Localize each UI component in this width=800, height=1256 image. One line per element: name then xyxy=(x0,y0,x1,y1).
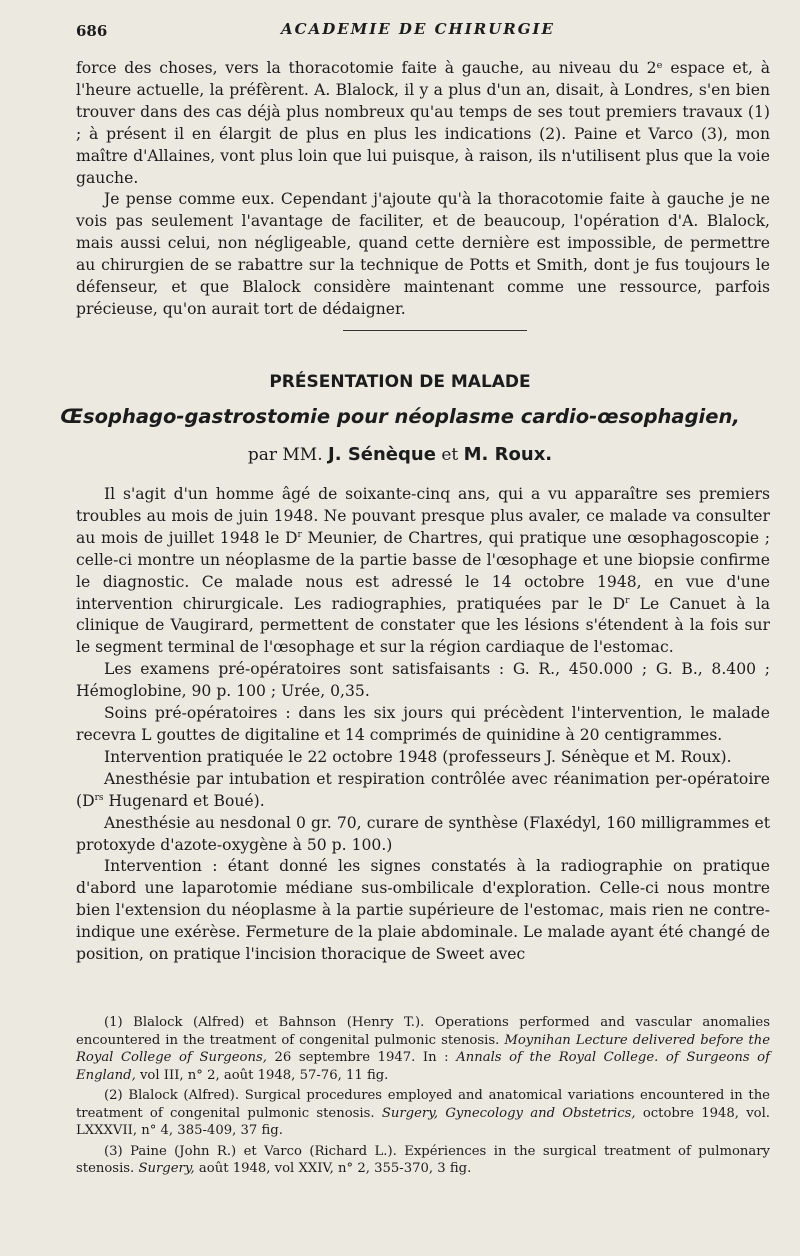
paragraph: force des choses, vers la thoracotomie faite à gauche, au niveau du 2ᵉ espace et, à l'heure actuelle, la préfèrent. A. Blalock, il y a plus d'un an, disait, à Londres, s'en bien trouver dans des cas déjà plus nombreux qu'au temps de ses tout premiers travaux (1) ; à présent il en élargit de plus en plus les indications (2). Paine et Varco (3), mon maître d'Allaines, vont plus loin que lui puisque, à raison, ils n'utilisent plus que la voie gauche. xyxy=(76,59,770,187)
section-heading: PRÉSENTATION DE MALADE xyxy=(269,372,531,392)
previous-article-text xyxy=(76,58,770,321)
footnote: (2) Blalock (Alfred). Surgical procedures employed and anatomical variations encountered in the treatment of congenital pulmonic stenosis. Surgery, Gynecology and Obstetrics, octobre 1948, vol. LXXXVII, n° 4, 385-409, 37 fig. xyxy=(76,1088,770,1138)
author-name: M. Roux. xyxy=(463,444,553,465)
running-title: ACADEMIE DE CHIRURGIE xyxy=(281,20,555,38)
paragraph: Intervention : étant donné les signes constatés à la radiographie on pratique d'abord une laparotomie médiane sus-ombilicale d'exploration. Celle-ci nous montre bien l'extension du néoplasme à la partie supérieure de l'estomac, mais rien ne contre-indique une exérèse. Fermeture de la plaie abdominale. Le malade ayant été changé de position, on pratique l'incision thoracique de Sweet avec xyxy=(76,857,770,964)
paragraph: Les examens pré-opératoires sont satisfaisants : G. R., 450.000 ; G. B., 8.400 ; Hémoglobine, 90 p. 100 ; Urée, 0,35. xyxy=(76,660,770,701)
page-header xyxy=(76,20,760,44)
paragraph: Je pense comme eux. Cependant j'ajoute qu'à la thoracotomie faite à gauche je ne vois pas seulement l'avantage de faciliter, et de beaucoup, l'opération d'A. Blalock, mais aussi celui, non négligeable, quand cette dernière est impossible, de permettre au chirurgien de se rabattre sur la technique de Potts et Smith, dont je fus toujours le défenseur, et que Blalock considère maintenant comme une ressource, parfois précieuse, qu'on aurait tort de dédaigner. xyxy=(76,190,770,318)
paragraph: Anesthésie au nesdonal 0 gr. 70, curare de synthèse (Flaxédyl, 160 milligrammes et protoxyde d'azote-oxygène à 50 p. 100.) xyxy=(76,813,770,854)
paragraph: Il s'agit d'un homme âgé de soixante-cinq ans, qui a vu apparaître ses premiers troubles au mois de juin 1948. Ne pouvant presque plus avaler, ce malade va consulter au mois de juillet 1948 le $D^r$ Meunier, de Chartres, qui pratique une œsophagoscopie ; celle-ci montre un néoplasme de la partie basse de l'œsophage et une biopsie confirme le diagnostic. Ce malade nous est adressé le 14 octobre 1948, en vue d'une intervention chirurgicale. Les radiographies, pratiquées par le $D^r$ Le Canuet à la clinique de Vaugirard, permettent de constater que les lésions s'étendent à la fois sur le segment terminal de l'œsophage et sur la région cardiaque de l'estomac. xyxy=(76,485,770,657)
author-name: J. Sénèque xyxy=(328,444,436,465)
superscript: r xyxy=(297,529,302,540)
superscript: rs xyxy=(94,792,104,803)
byline xyxy=(0,444,800,465)
superscript: r xyxy=(625,595,630,606)
article-body xyxy=(76,484,770,966)
paragraph: Anesthésie par intubation et respiration contrôlée avec réanimation per-opératoire ($D^{rs}$ Hugenard et Boué). xyxy=(76,769,770,810)
paragraph: Intervention pratiquée le 22 octobre 1948 (professeurs J. Sénèque et M. Roux). xyxy=(104,747,732,766)
article-title: Œsophago-gastrostomie pour néoplasme cardio-œsophagien, xyxy=(60,405,740,428)
section-divider xyxy=(343,330,527,331)
byline-and: et xyxy=(441,445,459,465)
footnote: (3) Paine (John R.) et Varco (Richard L.). Expériences in the surgical treatment of pulmonary stenosis. Surgery, août 1948, vol XXIV, n° 2, 355-370, 3 fig. xyxy=(76,1143,770,1176)
page-number: 686 xyxy=(76,22,108,40)
footnote: (1) Blalock (Alfred) et Bahnson (Henry T.). Operations performed and vascular anomalies encountered in the treatment of congenital pulmonic stenosis. Moynihan Lecture delivered before the Royal College of Surgeons, 26 septembre 1947. In : Annals of the Royal College. of Surgeons of England, vol III, n° 2, août 1948, 57-76, 11 fig. xyxy=(76,1015,770,1083)
byline-prefix: par MM. xyxy=(247,445,323,465)
footnotes xyxy=(76,1014,770,1178)
paragraph: Soins pré-opératoires : dans les six jours qui précèdent l'intervention, le malade recevra L gouttes de digitaline et 14 comprimés de quinidine à 20 centigrammes. xyxy=(76,704,770,744)
